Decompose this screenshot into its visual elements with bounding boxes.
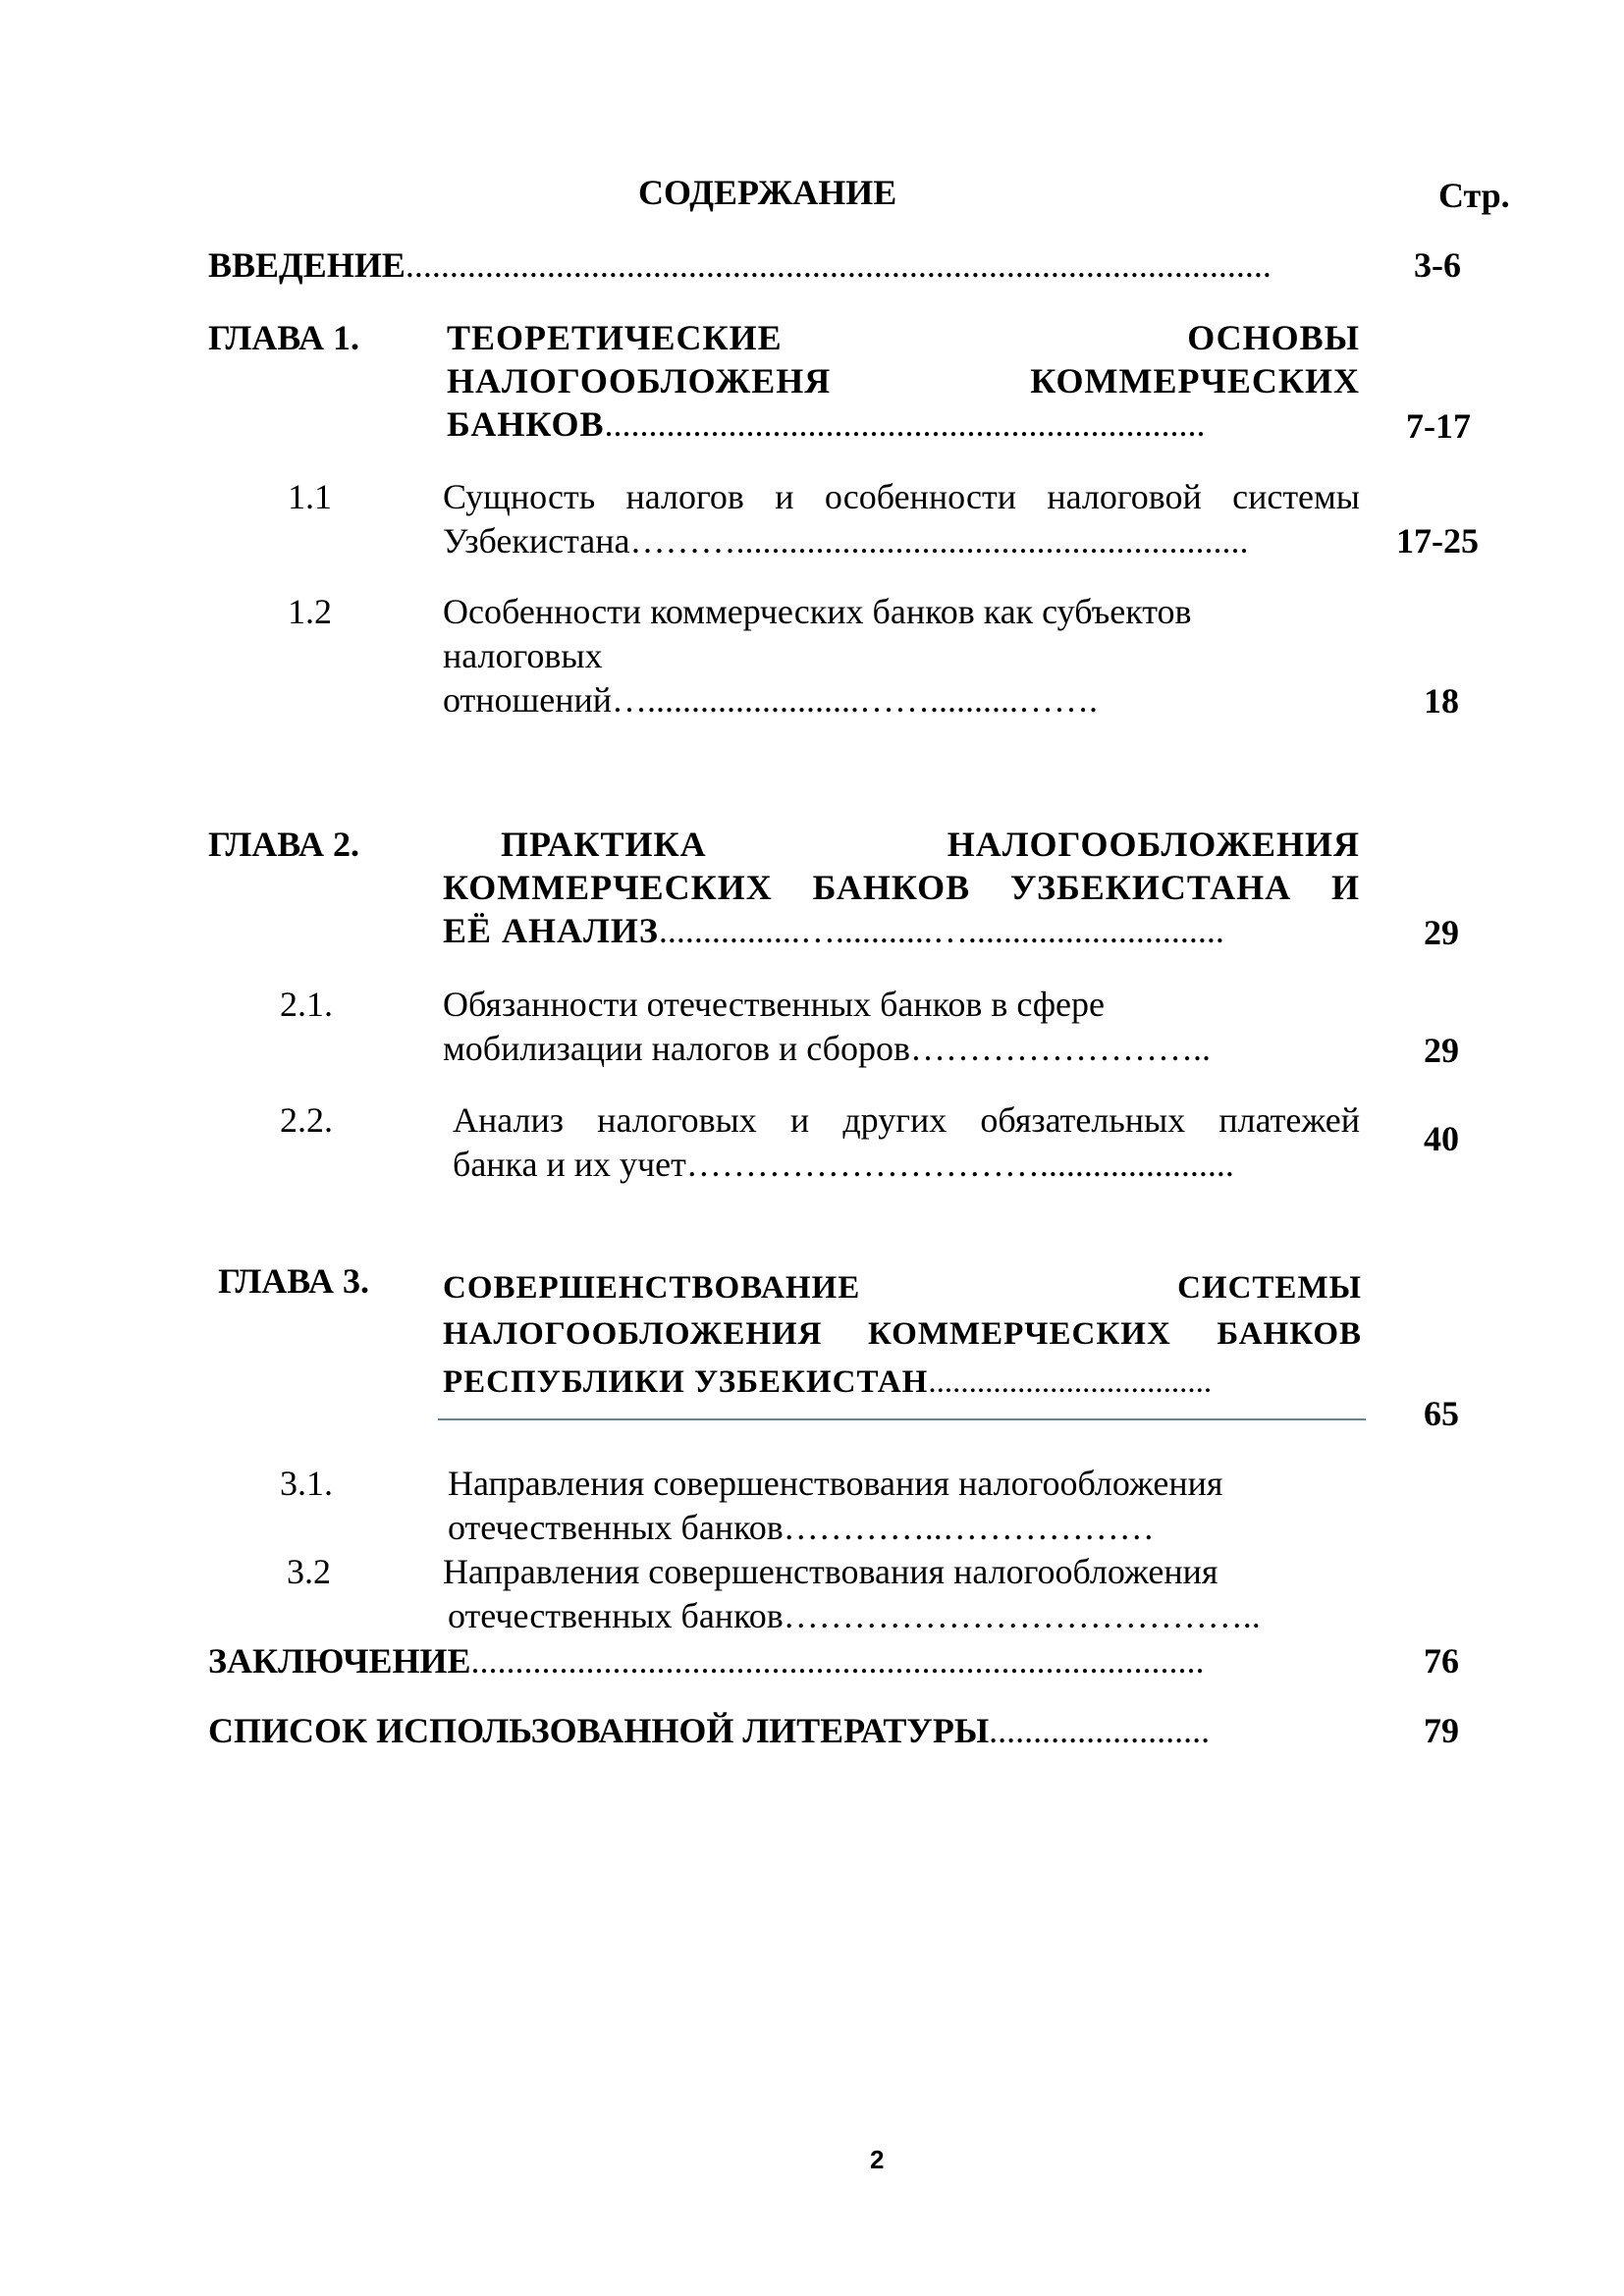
section-3-1-line2[interactable]: отечественных банков…………..………………	[448, 1508, 1155, 1547]
chapter3-line3: РЕСПУБЛИКИ УЗБЕКИСТАН	[443, 1364, 929, 1400]
section-2-1-number: 2.1.	[280, 985, 333, 1024]
chapter3-title-line3[interactable]	[443, 1361, 1212, 1405]
section-3-2-number: 3.2	[287, 1552, 331, 1591]
chapter1-line1-b: ОСНОВЫ	[1187, 318, 1360, 357]
chapter1-page: 7-17	[1406, 406, 1471, 446]
conclusion-dots: ...................................................................................	[470, 1641, 1205, 1681]
chapter2-label: ГЛАВА 2.	[208, 825, 360, 864]
chapter2-line1-a: ПРАКТИКА	[501, 825, 707, 864]
chapter3-page: 65	[1424, 1394, 1459, 1433]
section-1-2-line3[interactable]: отношений…........................……..........…….	[443, 680, 1099, 720]
page-column-header: Стр.	[1438, 176, 1510, 215]
chapter1-title-line1	[447, 316, 1360, 360]
conclusion-label: ЗАКЛЮЧЕНИЕ	[208, 1641, 471, 1681]
chapter2-line1-b: НАЛОГООБЛОЖЕНИЯ	[947, 825, 1360, 864]
section-1-2-line2: налоговых	[443, 636, 603, 675]
section-2-2-page: 40	[1424, 1119, 1459, 1158]
section-1-1-line1: Сущность налогов и особенности налоговой системы	[443, 477, 1360, 516]
intro-page: 3-6	[1414, 245, 1461, 285]
chapter2-title-line1	[501, 823, 1360, 867]
toc-entry-conclusion[interactable]	[208, 1639, 1205, 1683]
section-2-2-line1: Анализ налоговых и других обязательных платежей	[453, 1100, 1360, 1140]
section-3-1-line1: Направления совершенствования налогообложения	[448, 1464, 1223, 1503]
section-1-2-number: 1.2	[288, 592, 332, 631]
section-1-1-page: 17-25	[1396, 521, 1479, 561]
references-dots: .........................	[989, 1711, 1211, 1750]
chapter3-underline	[438, 1418, 1366, 1420]
references-label: СПИСОК ИСПОЛЬЗОВАННОЙ ЛИТЕРАТУРЫ	[208, 1711, 990, 1750]
section-2-1-line2[interactable]: мобилизации налогов и сборов……………………..	[443, 1029, 1211, 1068]
toc-title: СОДЕРЖАНИЕ	[638, 173, 897, 212]
section-3-1-number: 3.1.	[280, 1464, 333, 1503]
chapter1-label: ГЛАВА 1.	[208, 318, 360, 357]
section-1-1-number: 1.1	[288, 477, 332, 516]
intro-label: ВВЕДЕНИЕ	[208, 245, 406, 285]
chapter3-title-line1	[443, 1266, 1362, 1310]
toc-entry-references[interactable]	[208, 1709, 1210, 1753]
section-1-2-line1: Особенности коммерческих банков как субъектов	[443, 592, 1192, 631]
section-3-2-line2[interactable]: отечественных банков…………………………………..	[448, 1596, 1261, 1635]
section-3-2-line1: Направления совершенствования налогообложения	[443, 1552, 1218, 1591]
chapter3-dots: ...................................	[928, 1364, 1213, 1400]
section-1-2-page: 18	[1424, 681, 1459, 721]
section-2-2-number: 2.2.	[280, 1100, 333, 1140]
chapter3-line1-a: СОВЕРШЕНСТВОВАНИЕ	[443, 1270, 861, 1306]
toc-entry-intro[interactable]	[208, 243, 1272, 288]
chapter2-page: 29	[1424, 913, 1459, 952]
chapter1-title-line3[interactable]	[447, 402, 1206, 447]
chapter2-title-line2: КОММЕРЧЕСКИХ БАНКОВ УЗБЕКИСТАНА И	[443, 868, 1360, 907]
chapter1-line2-b: КОММЕРЧЕСКИХ	[1030, 361, 1360, 400]
intro-dots: ..................................................................................................	[405, 245, 1272, 285]
chapter3-label: ГЛАВА 3.	[218, 1261, 370, 1301]
chapter2-dots: ................…...........….............................	[658, 911, 1224, 950]
references-page: 79	[1424, 1711, 1459, 1750]
section-1-1-line2[interactable]: Узбекистана………..........................................................	[443, 521, 1249, 561]
chapter1-dots: ....................................................................	[604, 404, 1206, 444]
section-2-1-page: 29	[1424, 1031, 1459, 1070]
section-2-1-line1: Обязанности отечественных банков в сфере	[443, 985, 1106, 1024]
section-2-2-line2[interactable]: банка и их учет…………………………......................	[453, 1145, 1234, 1184]
conclusion-page: 76	[1424, 1641, 1459, 1681]
chapter2-title-line3[interactable]	[443, 909, 1224, 953]
chapter3-line1-b: СИСТЕМЫ	[1177, 1270, 1362, 1306]
chapter1-title-line2	[447, 359, 1360, 403]
page-number: 2	[870, 2145, 885, 2174]
chapter2-line3: ЕЁ АНАЛИЗ	[443, 911, 659, 950]
chapter3-title-line2: НАЛОГООБЛОЖЕНИЯ КОММЕРЧЕСКИХ БАНКОВ	[443, 1316, 1362, 1352]
chapter1-line3: БАНКОВ	[447, 404, 605, 444]
chapter1-line2-a: НАЛОГООБЛОЖЕНЯ	[447, 361, 832, 400]
chapter1-line1-a: ТЕОРЕТИЧЕСКИЕ	[447, 318, 783, 357]
